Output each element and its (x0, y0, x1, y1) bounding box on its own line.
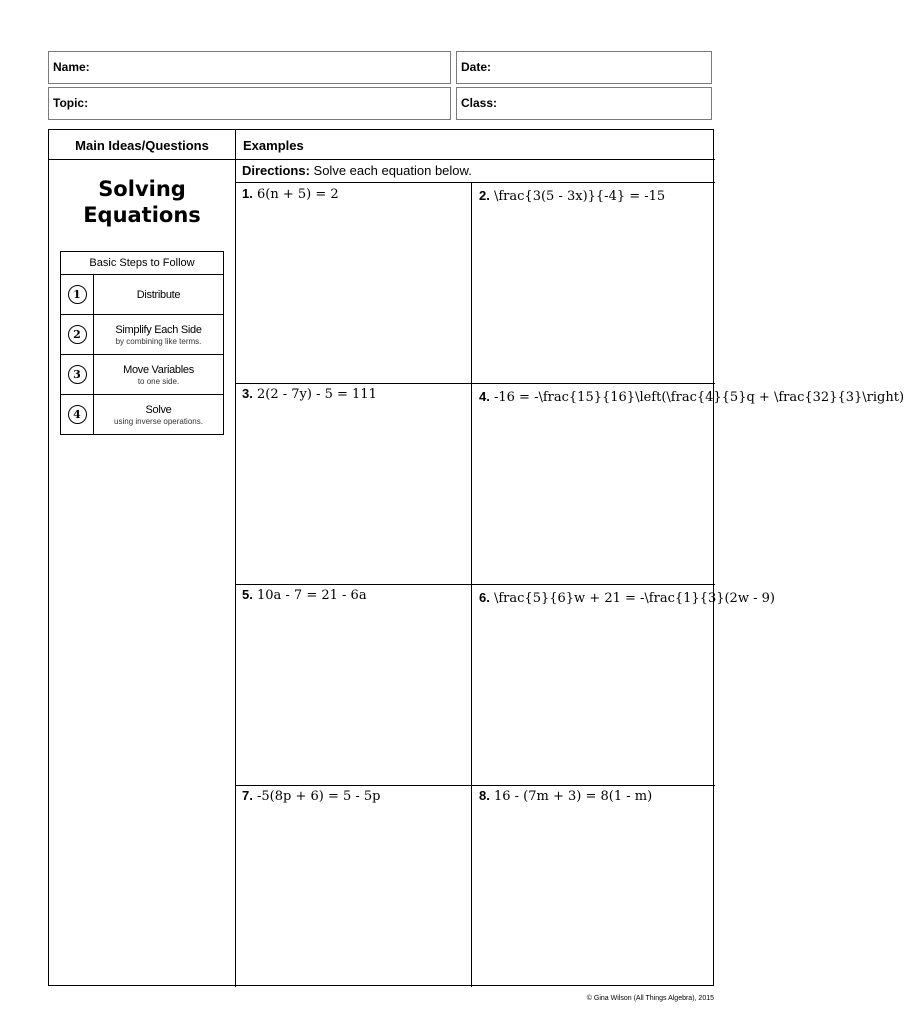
date-field[interactable] (456, 51, 712, 84)
directions (242, 163, 472, 178)
step-sub-2: by combining like terms. (115, 336, 202, 346)
step-title-3: Move Variables (123, 363, 194, 376)
steps-header: Basic Steps to Follow (61, 252, 224, 275)
topic-label: Topic: (53, 96, 89, 110)
step-title-2: Simplify Each Side (115, 323, 202, 336)
problem-number-8: 8. (479, 788, 490, 803)
step-number-3: 3 (68, 365, 87, 384)
problem-8 (479, 788, 652, 804)
step-number-4: 4 (68, 405, 87, 424)
problem-number-5: 5. (242, 587, 253, 602)
directions-label: Directions: (242, 163, 310, 178)
topic-field[interactable] (48, 87, 451, 120)
problem-equation-5: 10a - 7 = 21 - 6a (256, 588, 367, 603)
step-number-2: 2 (68, 325, 87, 344)
step-number-1: 1 (68, 285, 87, 304)
problem-equation-8: 16 - (7m + 3) = 8(1 - m) (493, 789, 653, 804)
problem-4 (479, 389, 904, 405)
examples-divider (471, 183, 472, 987)
step-row (61, 355, 224, 395)
problem-2 (479, 188, 665, 204)
page-title (49, 176, 235, 228)
step-sub-3: to one side. (137, 376, 180, 386)
problem-1 (242, 186, 339, 202)
problem-equation-7: -5(8p + 6) = 5 - 5p (256, 789, 381, 804)
directions-divider (235, 182, 715, 183)
notes-table (48, 129, 904, 986)
examples-header: Examples (243, 138, 304, 153)
name-label: Name: (53, 60, 90, 74)
class-field[interactable] (456, 87, 712, 120)
problem-3 (242, 386, 377, 402)
problem-7 (242, 788, 381, 804)
problem-6 (479, 590, 775, 606)
problem-number-2: 2. (479, 188, 490, 203)
step-sub-4: using inverse operations. (114, 416, 203, 426)
problem-number-7: 7. (242, 788, 253, 803)
copyright-notice: © Gina Wilson (All Things Algebra), 2015 (586, 995, 714, 1002)
class-label: Class: (461, 96, 498, 110)
step-row (61, 395, 224, 435)
row-divider-3 (235, 785, 715, 786)
date-label: Date: (461, 60, 492, 74)
problem-number-3: 3. (242, 386, 253, 401)
title-line-2: Equations (83, 203, 201, 227)
problem-equation-4: -16 = -\frac{15}{16}\left(\frac{4}{5}q + \frac{32}{3}\right) (493, 390, 904, 405)
main-ideas-header: Main Ideas/Questions (75, 138, 209, 153)
row-divider-1 (235, 383, 715, 384)
problem-number-4: 4. (479, 389, 490, 404)
column-divider (235, 130, 236, 987)
name-field[interactable] (48, 51, 451, 84)
problem-equation-2: \frac{3(5 - 3x)}{-4} = -15 (493, 189, 666, 204)
title-line-1: Solving (98, 177, 186, 201)
steps-table (60, 251, 224, 435)
problem-equation-3: 2(2 - 7y) - 5 = 111 (256, 387, 377, 402)
problem-equation-6: \frac{5}{6}w + 21 = -\frac{1}{3}(2w - 9) (493, 591, 775, 606)
problem-number-1: 1. (242, 186, 253, 201)
step-row (61, 315, 224, 355)
step-title-1: Distribute (136, 288, 181, 301)
row-divider-2 (235, 584, 715, 585)
problem-5 (242, 587, 367, 603)
step-title-4: Solve (145, 403, 172, 416)
header-divider (49, 159, 715, 160)
step-row (61, 275, 224, 315)
problem-equation-1: 6(n + 5) = 2 (256, 187, 339, 202)
directions-text: Solve each equation below. (313, 163, 472, 178)
problem-number-6: 6. (479, 590, 490, 605)
